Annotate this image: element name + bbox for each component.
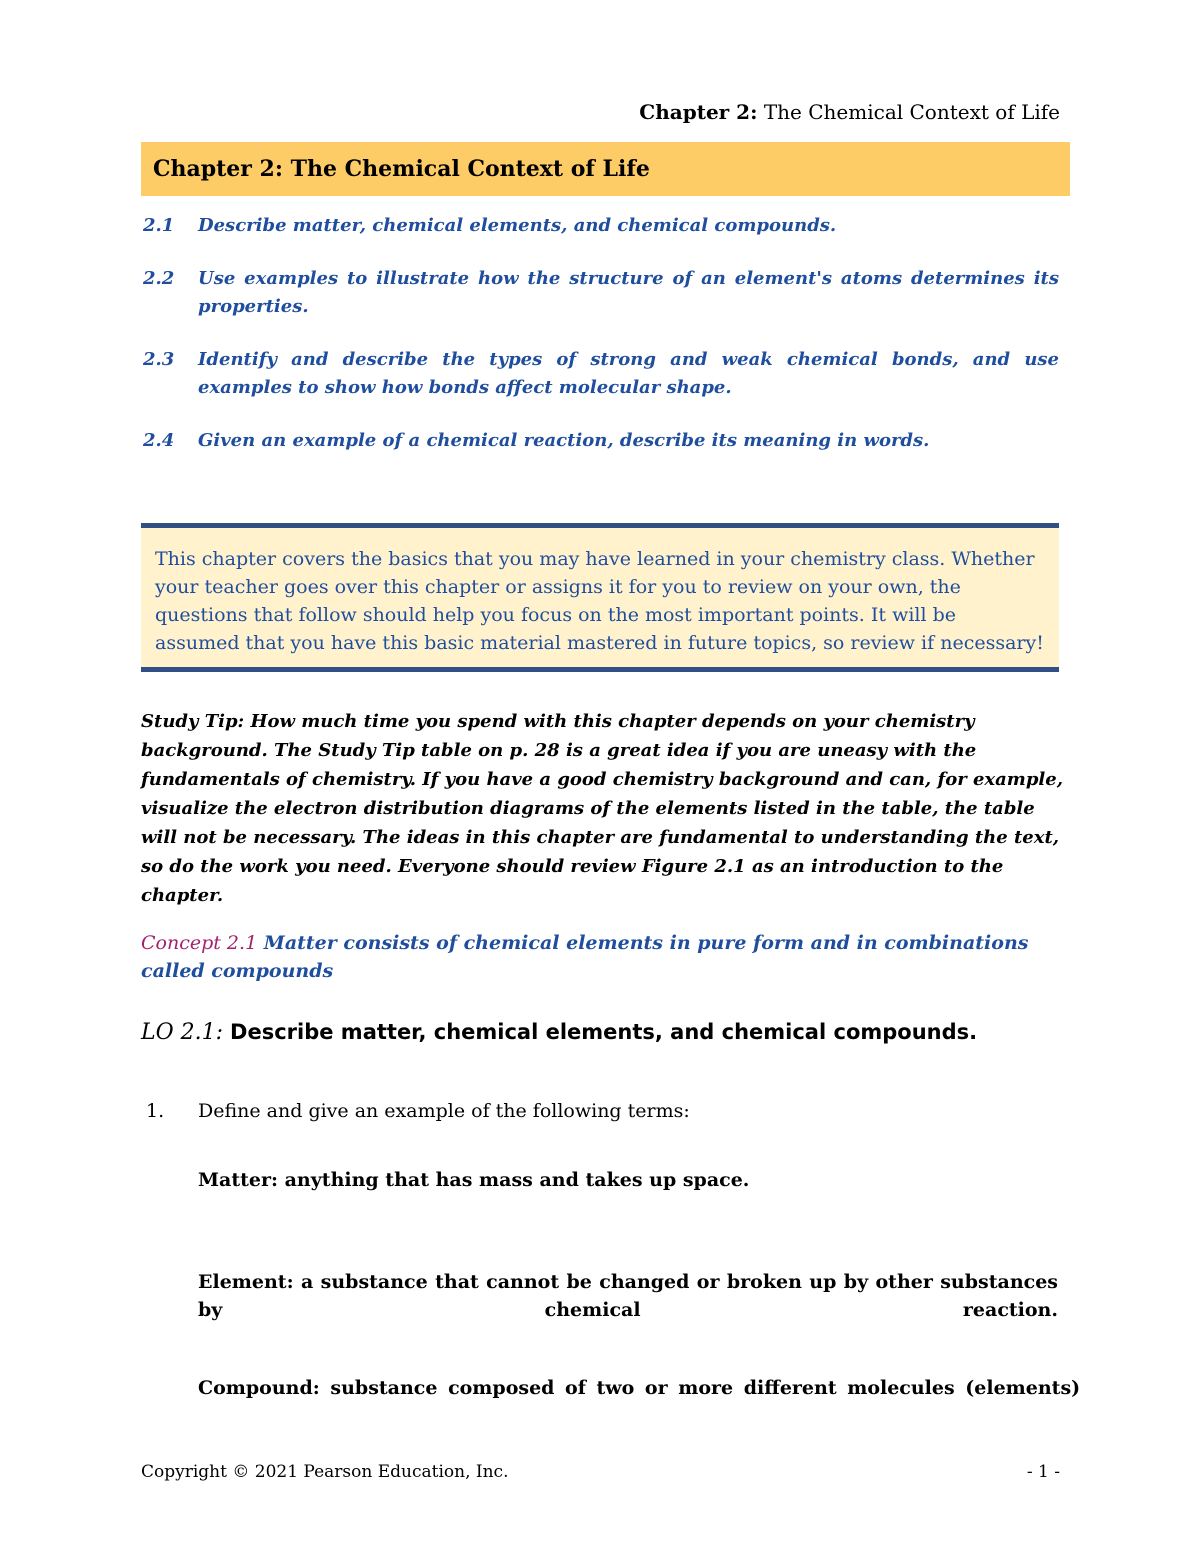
objective-item [141, 346, 1059, 402]
running-header-chapter-title: The Chemical Context of Life [763, 100, 1060, 124]
chapter-title-bar [141, 142, 1070, 196]
answer-element: Element: a substance that cannot be changed or broken up by other substances by chemical reaction. [198, 1271, 1058, 1321]
learning-objective-label: LO 2.1: [141, 1020, 224, 1045]
question-text: Define and give an example of the following terms: [198, 1100, 690, 1122]
objective-item [141, 427, 1059, 455]
answer-compound: Compound: substance composed of two or more different molecules (elements) [198, 1377, 1081, 1399]
objective-number: 2.3 [143, 349, 175, 370]
objective-text: Given an example of a chemical reaction, describe its meaning in words. [198, 430, 930, 451]
learning-objective-text: Describe matter, chemical elements, and chemical compounds. [230, 1020, 978, 1044]
objective-text: Describe matter, chemical elements, and chemical compounds. [198, 215, 837, 236]
objective-number: 2.4 [143, 430, 175, 451]
objective-number: 2.2 [143, 268, 175, 289]
objective-item [141, 265, 1059, 321]
objective-item [141, 212, 1059, 240]
chapter-intro-callout [141, 523, 1059, 672]
concept-heading [141, 929, 1061, 985]
objective-text: Identify and describe the types of strong and weak chemical bonds, and use examples to show how bonds affect molecular shape. [198, 349, 1059, 398]
chapter-title: Chapter 2: The Chemical Context of Life [153, 156, 650, 182]
copyright-notice: Copyright © 2021 Pearson Education, Inc. [141, 1462, 509, 1482]
concept-text: Matter consists of chemical elements in pure form and in combinations called compounds [141, 932, 1029, 982]
study-tip: Study Tip: How much time you spend with this chapter depends on your chemistry background. The Study Tip table on p. 28 is a great idea if you are uneasy with the fundamentals of chemistry. If you have a good chemistry background and can, for example, visualize the electron distribution diagrams of the elements listed in the table, the table will not be necessary. The ideas in this chapter are fundamental to understanding the text, so do the work you need. Everyone should review Figure 2.1 as an introduction to the chapter. [141, 711, 1063, 906]
page-number: - 1 - [1026, 1462, 1060, 1482]
concept-label: Concept 2.1 [141, 932, 258, 954]
callout-text: This chapter covers the basics that you may have learned in your chemistry class. Whether your teacher goes over this chapter or assigns it for you to review on your own, the questions that follow should help you focus on the most important points. It will be assumed that you have this basic material mastered in future topics, so review if necessary! [155, 548, 1044, 654]
running-header-chapter-label: Chapter 2: [639, 100, 758, 124]
running-header [620, 98, 1060, 126]
learning-objective-heading [141, 1018, 1041, 1047]
objective-number: 2.1 [143, 215, 175, 236]
question-number: 1. [146, 1100, 165, 1122]
answer-matter: Matter: anything that has mass and takes up space. [198, 1169, 750, 1191]
objective-text: Use examples to illustrate how the structure of an element's atoms determines its properties. [198, 268, 1059, 317]
